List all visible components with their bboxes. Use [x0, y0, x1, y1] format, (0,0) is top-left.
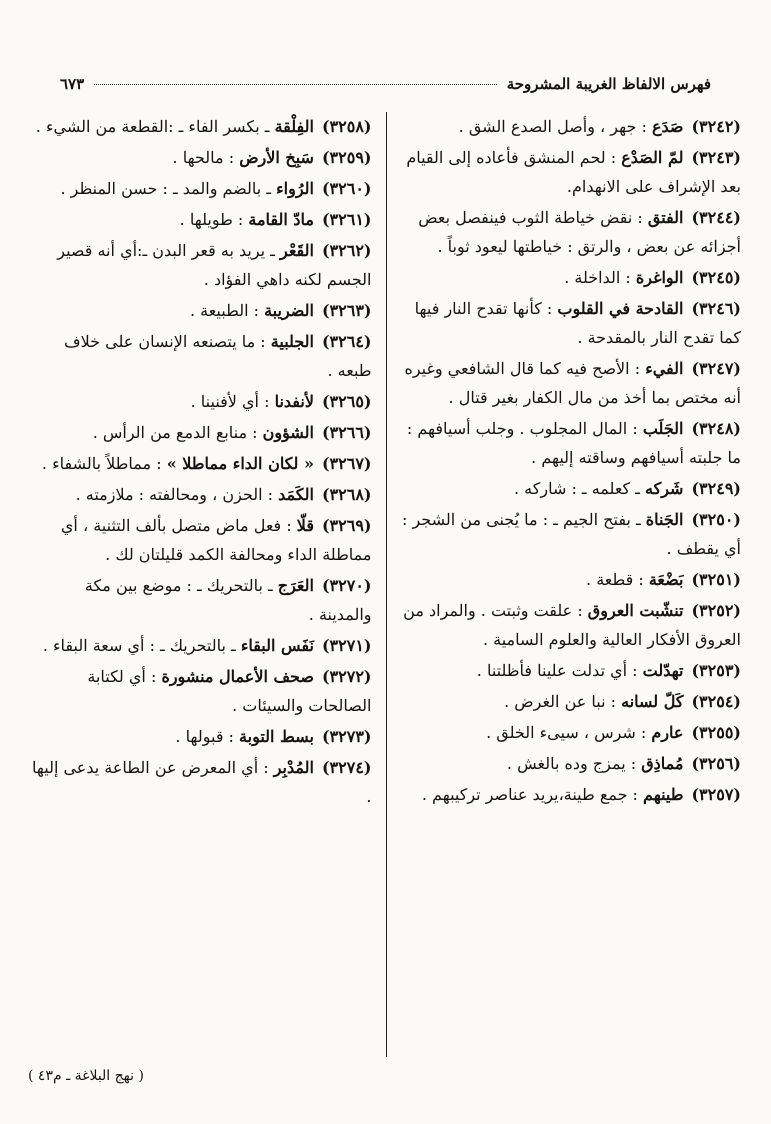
entry-number: (٣٢٥٤) — [691, 692, 741, 711]
entry-number: (٣٢٥٩) — [321, 148, 372, 167]
glossary-entry — [32, 662, 372, 720]
entry-definition: : لحم المنشق فأعاده إلى القيام بعد الإشراف على الانهدام. — [406, 148, 741, 196]
entry-term: الجَلَب — [642, 419, 684, 438]
entry-term: الرُواء — [276, 179, 314, 198]
glossary-entry — [32, 753, 372, 811]
entry-term: القَعْر — [280, 241, 314, 260]
entry-definition: : الطبيعة . — [189, 301, 259, 320]
entry-definition: : كأنها تقدح النار فيها كما تقدح النار بالمقدحة . — [414, 299, 741, 347]
entry-number: (٣٢٤٧) — [691, 359, 741, 378]
entry-term: الكَمَد — [278, 485, 314, 504]
entry-term: مادّ القامة — [248, 210, 314, 229]
entry-number: (٣٢٥١) — [691, 570, 741, 589]
entry-definition: : نبا عن الغرض . — [504, 692, 617, 711]
entry-definition: : مماطلاً بالشفاء . — [41, 454, 162, 473]
entry-term: الواغرة — [635, 268, 684, 287]
entry-definition: : منابع الدمع من الرأس . — [92, 423, 258, 442]
entry-term: عارم — [651, 723, 684, 742]
entry-definition: : فعل ماض متصل بألف التثنية ، أي مماطلة الداء ومحالفة الكمد قليلتان لك . — [60, 516, 372, 564]
left-column — [28, 112, 387, 1057]
entry-definition: : أي المعرض عن الطاعة يدعى إليها . — [31, 758, 372, 806]
entry-number: (٣٢٦٨) — [321, 485, 372, 504]
entry-definition: : قطعة . — [586, 570, 644, 589]
entry-number: (٣٢٥٢) — [691, 601, 741, 620]
entry-term: سَبِخ الأرض — [239, 148, 314, 167]
entry-definition: : قبولها . — [175, 727, 234, 746]
glossary-entry — [399, 474, 742, 503]
entry-definition: : علقت وثبتت . والمراد من العروق الأفكار العالية والعلوم السامية . — [403, 601, 741, 649]
glossary-entry — [32, 722, 372, 751]
page-footer-signature: ( نهج البلاغة ـ م٤٣ ) — [28, 1068, 144, 1084]
entry-definition: : ما يتصنعه الإنسان على خلاف طبعه . — [64, 332, 372, 380]
entry-number: (٣٢٧٤) — [321, 758, 372, 777]
entry-term: كَلّ لسانه — [621, 692, 684, 711]
entry-term: المُدْبِر — [273, 758, 314, 777]
entry-term: الفيء — [645, 359, 684, 378]
entry-term: « لكان الداء مماطلا » — [166, 454, 314, 473]
entry-number: (٣٢٧٢) — [321, 667, 372, 686]
glossary-entry — [32, 571, 372, 629]
header-leader-dots — [94, 83, 497, 85]
glossary-entry — [399, 414, 742, 472]
entry-definition: ـ بالتحريك ـ : موضع بين مكة والمدينة . — [84, 576, 372, 624]
entry-definition: : يمزج وده بالغش . — [506, 754, 637, 773]
page-number: ٦٧٣ — [60, 75, 85, 93]
entry-definition: : المال المجلوب . وجلب أسيافهم : ما جلبته أسيافهم وساقته إليهم . — [406, 419, 741, 467]
entry-number: (٣٢٧١) — [321, 636, 372, 655]
entry-definition: ـ كعلمه ـ : شاركه . — [513, 479, 640, 498]
glossary-entry — [399, 718, 742, 747]
entry-term: الفِلْقة — [274, 117, 314, 136]
entry-definition: : جمع طينة،يريد عناصر تركيبهم . — [421, 785, 638, 804]
entry-definition: : الأصح فيه كما قال الشافعي وغيره أنه مختص بما أخذ من مال الكفار بغير قتال . — [404, 359, 741, 407]
glossary-entry — [32, 387, 372, 416]
entry-definition: : أي تدلت علينا فأظلتنا . — [476, 661, 638, 680]
glossary-entry — [32, 480, 372, 509]
entry-definition: ـ بكسر الفاء ـ :القطعة من الشيء . — [35, 117, 270, 136]
glossary-entry — [32, 296, 372, 325]
glossary-entry — [399, 780, 742, 809]
header-title: فهرس الالفاظ الغريبة المشروحة — [506, 75, 711, 93]
entry-definition: : أي لكتابة الصالحات والسيئات . — [87, 667, 372, 715]
entry-term: القادحة في القلوب — [557, 299, 684, 318]
glossary-entry — [399, 354, 742, 412]
entry-definition: : جهر ، وأصل الصدع الشق . — [458, 117, 647, 136]
glossary-entry — [399, 203, 742, 261]
entry-term: الشؤون — [262, 423, 314, 442]
entry-number: (٣٢٧٠) — [321, 576, 372, 595]
entry-definition: : مالحها . — [172, 148, 235, 167]
glossary-entry — [399, 596, 742, 654]
glossary-entry — [32, 236, 372, 294]
glossary-entry — [32, 418, 372, 447]
entry-number: (٣٢٧٣) — [321, 727, 372, 746]
glossary-entry — [32, 327, 372, 385]
entry-number: (٣٢٤٥) — [691, 268, 741, 287]
glossary-entry — [32, 143, 372, 172]
glossary-entry — [32, 205, 372, 234]
glossary-entry — [32, 511, 372, 569]
glossary-entry — [399, 143, 742, 201]
glossary-entry — [32, 174, 372, 203]
entry-term: نَفَس البقاء — [240, 636, 314, 655]
glossary-entry — [399, 263, 742, 292]
entry-term: تنشّبت العروق — [587, 601, 684, 620]
entry-number: (٣٢٤٤) — [691, 208, 741, 227]
entry-term: الجَناة — [645, 510, 684, 529]
entry-term: العَرَج — [277, 576, 314, 595]
glossary-entry — [399, 505, 742, 563]
right-column — [387, 112, 746, 1057]
glossary-entry — [399, 687, 742, 716]
entry-definition: : الحزن ، ومحالفته : ملازمته . — [75, 485, 274, 504]
glossary-entry — [32, 631, 372, 660]
entry-term: مُماذِق — [641, 754, 684, 773]
entry-term: صحف الأعمال منشورة — [161, 667, 314, 686]
glossary-entry — [32, 112, 372, 141]
entry-number: (٣٢٤٩) — [691, 479, 741, 498]
glossary-entry — [399, 749, 742, 778]
entry-definition: : شرس ، سيىء الخلق . — [486, 723, 647, 742]
entry-number: (٣٢٤٦) — [691, 299, 741, 318]
entry-term: تهدّلت — [642, 661, 684, 680]
entry-number: (٣٢٥٦) — [691, 754, 741, 773]
entry-term: لأنفدنا — [274, 392, 314, 411]
entry-number: (٣٢٥٥) — [691, 723, 741, 742]
glossary-entry — [32, 449, 372, 478]
entry-term: شَركه — [645, 479, 684, 498]
entry-number: (٣٢٦٥) — [321, 392, 372, 411]
entry-definition: ـ بالتحريك ـ : أي سعة البقاء . — [42, 636, 236, 655]
entry-number: (٣٢٦٠) — [321, 179, 372, 198]
entry-number: (٣٢٥٧) — [691, 785, 741, 804]
entry-term: قلّا — [296, 516, 314, 535]
entry-definition: : نقض خياطة الثوب فينفصل بعض أجزائه عن بعض ، والرتق : خياطتها ليعود ثوباً . — [418, 208, 741, 256]
glossary-entry — [399, 112, 742, 141]
entry-number: (٣٢٤٢) — [691, 117, 741, 136]
entry-term: لمّ الصَدْع — [621, 148, 684, 167]
running-header — [60, 70, 711, 98]
entry-term: الجلبية — [270, 332, 314, 351]
entry-number: (٣٢٦٩) — [321, 516, 372, 535]
entry-term: الضريبة — [264, 301, 314, 320]
entry-term: الفتق — [647, 208, 684, 227]
entry-definition: : الداخلة . — [564, 268, 631, 287]
entry-number: (٣٢٥٣) — [691, 661, 741, 680]
entry-number: (٣٢٦٤) — [321, 332, 372, 351]
entry-number: (٣٢٦٢) — [321, 241, 372, 260]
entry-definition: ـ يريد به قعر البدن ـ:أي أنه قصير الجسم لكنه داهي الفؤاد . — [57, 241, 372, 289]
entry-number: (٣٢٥٠) — [691, 510, 741, 529]
entry-number: (٣٢٦٦) — [321, 423, 372, 442]
glossary-entry — [399, 294, 742, 352]
two-column-glossary — [28, 112, 745, 1057]
entry-number: (٣٢٤٣) — [691, 148, 741, 167]
entry-definition: : أي لأفنينا . — [190, 392, 270, 411]
entry-number: (٣٢٤٨) — [691, 419, 741, 438]
entry-number: (٣٢٦١) — [321, 210, 372, 229]
glossary-entry — [399, 565, 742, 594]
entry-definition: : طويلها . — [179, 210, 244, 229]
entry-number: (٣٢٥٨) — [321, 117, 372, 136]
entry-term: بَضْعَة — [648, 570, 684, 589]
entry-number: (٣٢٦٧) — [321, 454, 372, 473]
entry-term: بسط التوبة — [239, 727, 314, 746]
entry-definition: ـ بفتح الجيم ـ : ما يُجنى من الشجر : أي يقطف . — [401, 510, 741, 558]
entry-definition: ـ بالضم والمد ـ : حسن المنظر . — [60, 179, 272, 198]
entry-term: طينهم — [643, 785, 684, 804]
entry-number: (٣٢٦٣) — [321, 301, 372, 320]
entry-term: صَدَع — [651, 117, 684, 136]
glossary-entry — [399, 656, 742, 685]
